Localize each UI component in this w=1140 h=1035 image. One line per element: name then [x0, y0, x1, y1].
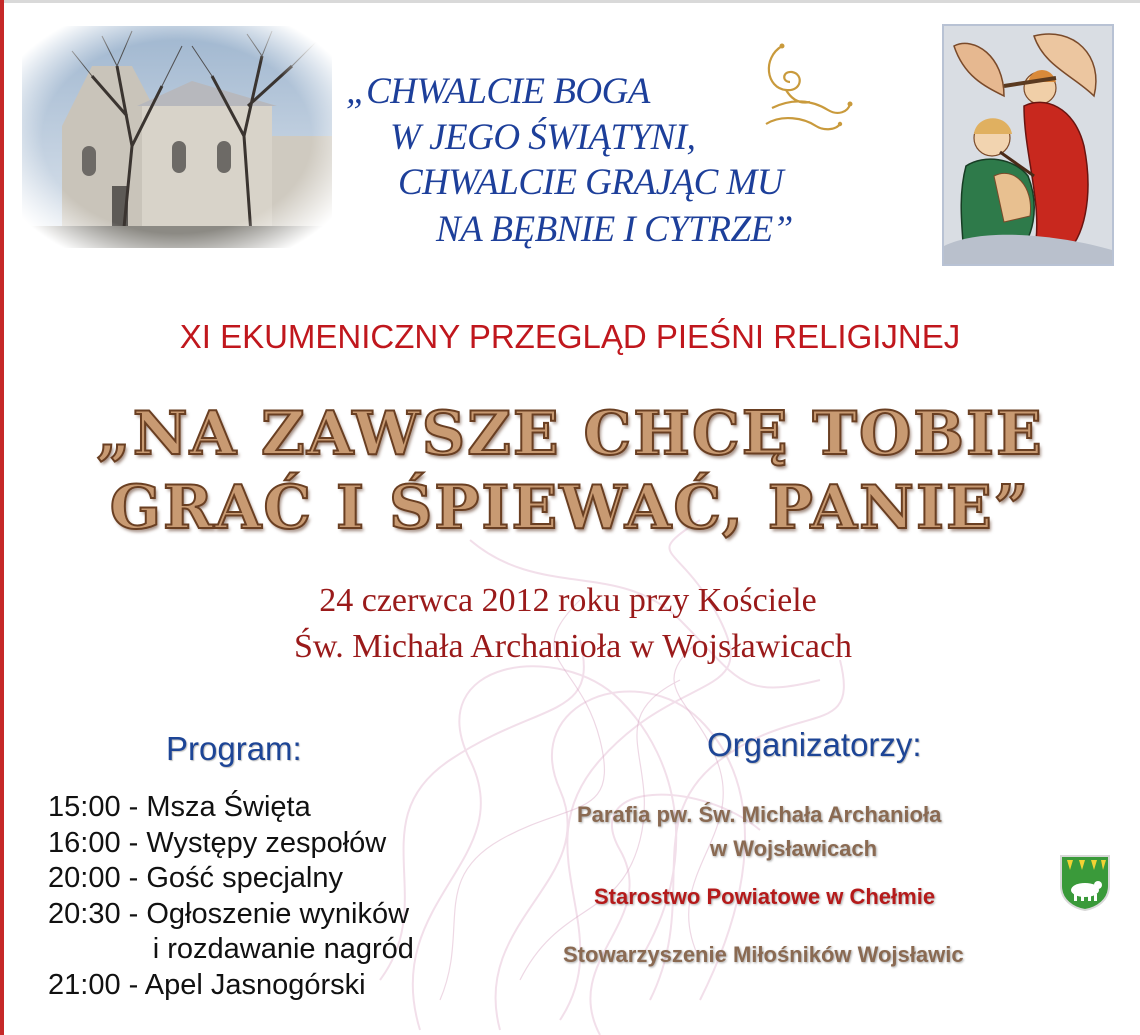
organizer-association: Stowarzyszenie Miłośników Wojsławic	[563, 942, 964, 967]
event-date: 24 czerwca 2012 roku przy Kościele	[319, 582, 817, 619]
main-title-line-1: „NA ZAWSZE CHCĘ TOBIE	[96, 399, 1044, 469]
county-crest-icon	[1057, 852, 1113, 912]
event-subtitle: XI EKUMENICZNY PRZEGLĄD PIEŚNI RELIGIJNEJ	[179, 318, 961, 355]
event-place: Św. Michała Archanioła w Wojsławicach	[293, 628, 853, 665]
church-photo	[22, 26, 332, 248]
program-item: 20:30 - Ogłoszenie wyników	[48, 897, 410, 930]
organizers-heading: Organizatorzy:	[707, 726, 922, 763]
program-heading: Program:	[166, 730, 302, 767]
quote-line-4: NA BĘBNIE I CYTRZE”	[436, 209, 793, 250]
main-title-line-2: GRAĆ I ŚPIEWAĆ, PANIE”	[109, 473, 1031, 543]
quote-line-2: W JEGO ŚWIĄTYNI,	[390, 117, 696, 158]
gold-flourish-ornament	[752, 38, 856, 138]
program-item: 16:00 - Występy zespołów	[48, 826, 387, 859]
program-item: 21:00 - Apel Jasnogórski	[48, 968, 366, 1001]
quote-line-1: „CHWALCIE BOGA	[346, 71, 650, 112]
program-item: 15:00 - Msza Święta	[48, 791, 311, 823]
organizer-county-office: Starostwo Powiatowe w Chełmie	[594, 884, 936, 909]
program-item: 20:00 - Gość specjalny	[48, 862, 343, 894]
organizer-parish-location: w Wojsławicach	[710, 836, 878, 861]
organizer-parish: Parafia pw. Św. Michała Archanioła	[577, 802, 942, 827]
program-list	[48, 790, 414, 1003]
angels-painting	[942, 24, 1114, 266]
program-item: i rozdawanie nagród	[48, 933, 414, 965]
quote-line-3: CHWALCIE GRAJĄC MU	[398, 162, 784, 203]
